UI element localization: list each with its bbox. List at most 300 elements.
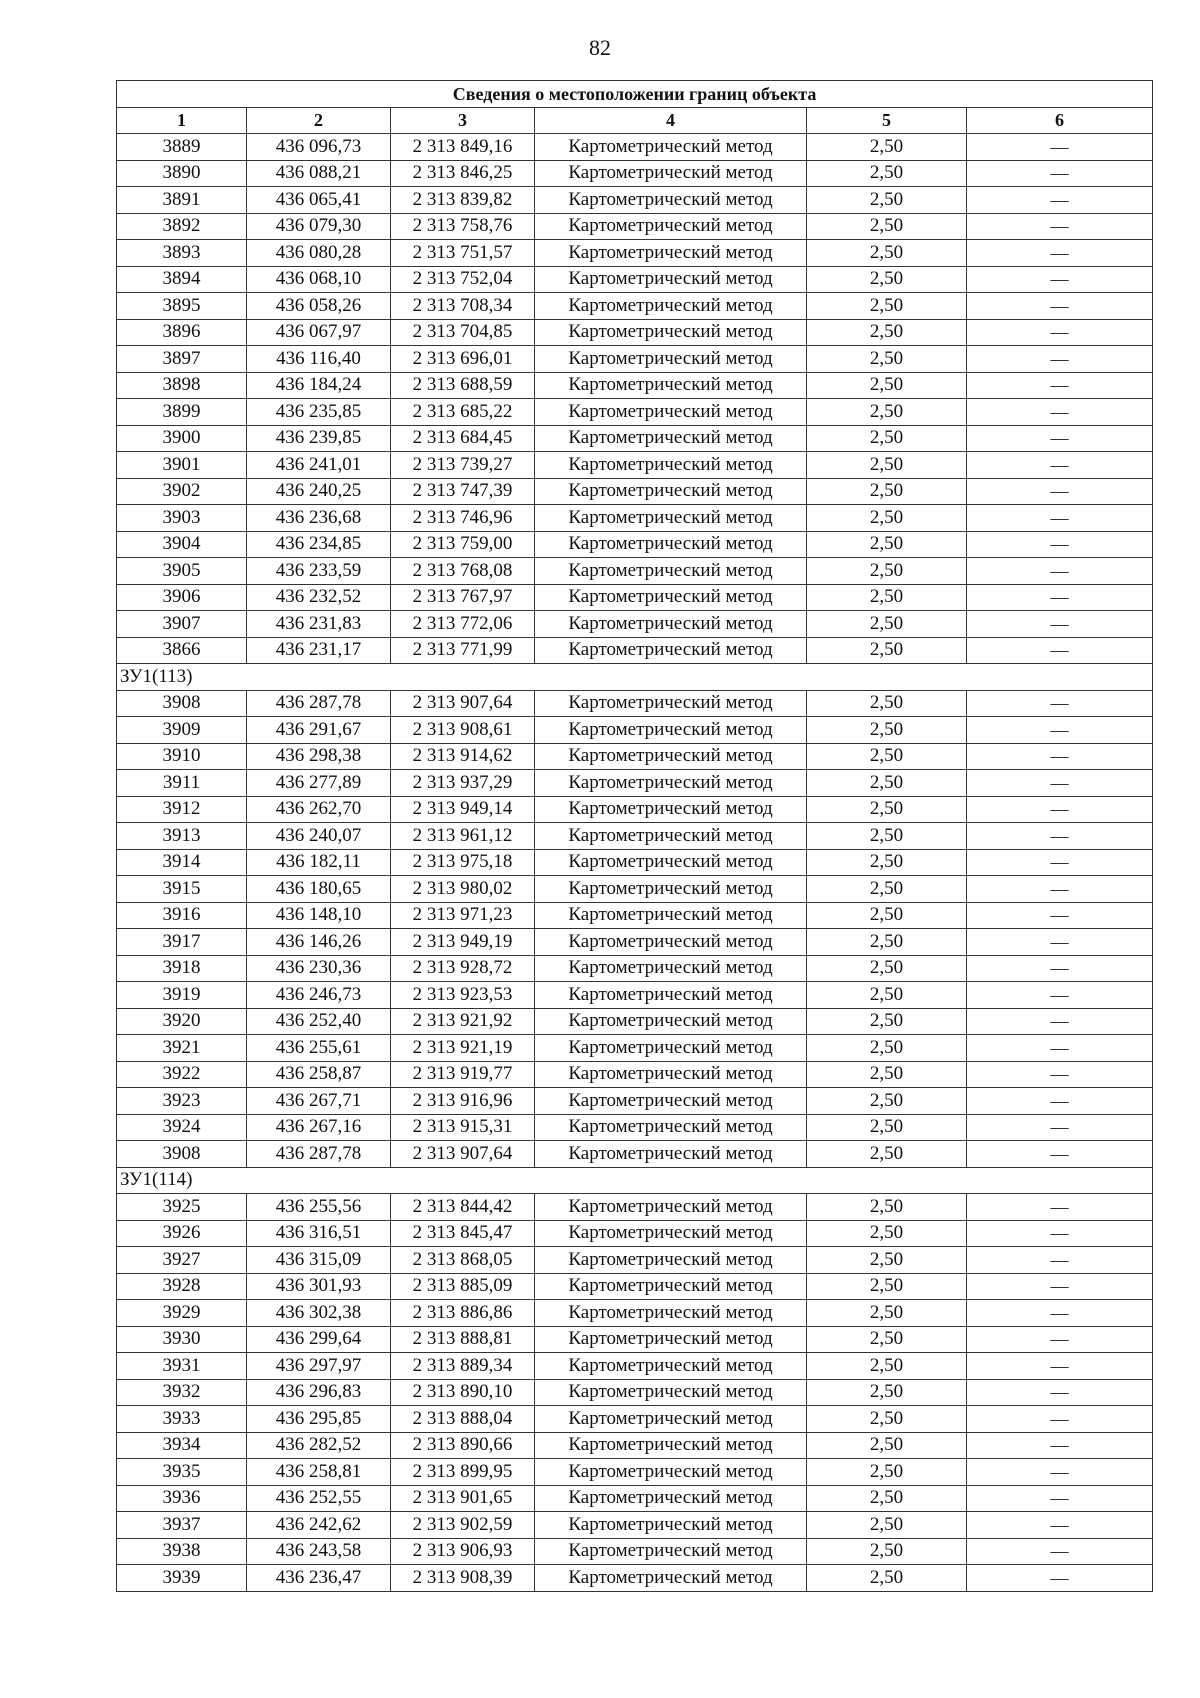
table-row bbox=[117, 293, 1153, 320]
y-coordinate-cell: 2 313 908,61 bbox=[391, 717, 535, 744]
y-coordinate-cell: 2 313 889,34 bbox=[391, 1353, 535, 1380]
section-row bbox=[117, 1167, 1153, 1194]
table-row bbox=[117, 1088, 1153, 1115]
accuracy-cell: 2,50 bbox=[807, 1326, 967, 1353]
method-cell: Картометрический метод bbox=[535, 1432, 807, 1459]
point-number-cell: 3908 bbox=[117, 1141, 247, 1168]
table-row bbox=[117, 399, 1153, 426]
x-coordinate-cell: 436 252,55 bbox=[247, 1485, 391, 1512]
method-cell: Картометрический метод bbox=[535, 1114, 807, 1141]
method-cell: Картометрический метод bbox=[535, 717, 807, 744]
x-coordinate-cell: 436 182,11 bbox=[247, 849, 391, 876]
method-cell: Картометрический метод bbox=[535, 1061, 807, 1088]
point-number-cell: 3918 bbox=[117, 955, 247, 982]
table-row bbox=[117, 558, 1153, 585]
accuracy-cell: 2,50 bbox=[807, 584, 967, 611]
note-cell: — bbox=[967, 1035, 1153, 1062]
y-coordinate-cell: 2 313 752,04 bbox=[391, 266, 535, 293]
method-cell: Картометрический метод bbox=[535, 319, 807, 346]
table-row bbox=[117, 213, 1153, 240]
point-number-cell: 3910 bbox=[117, 743, 247, 770]
point-number-cell: 3907 bbox=[117, 611, 247, 638]
table-row bbox=[117, 637, 1153, 664]
note-cell: — bbox=[967, 1538, 1153, 1565]
accuracy-cell: 2,50 bbox=[807, 1114, 967, 1141]
accuracy-cell: 2,50 bbox=[807, 1406, 967, 1433]
method-cell: Картометрический метод bbox=[535, 743, 807, 770]
method-cell: Картометрический метод bbox=[535, 1512, 807, 1539]
accuracy-cell: 2,50 bbox=[807, 425, 967, 452]
y-coordinate-cell: 2 313 980,02 bbox=[391, 876, 535, 903]
column-header: 4 bbox=[535, 107, 807, 134]
method-cell: Картометрический метод bbox=[535, 849, 807, 876]
point-number-cell: 3915 bbox=[117, 876, 247, 903]
note-cell: — bbox=[967, 717, 1153, 744]
table-row bbox=[117, 770, 1153, 797]
note-cell: — bbox=[967, 1114, 1153, 1141]
accuracy-cell: 2,50 bbox=[807, 319, 967, 346]
method-cell: Картометрический метод bbox=[535, 1353, 807, 1380]
method-cell: Картометрический метод bbox=[535, 531, 807, 558]
accuracy-cell: 2,50 bbox=[807, 213, 967, 240]
table-row bbox=[117, 478, 1153, 505]
point-number-cell: 3938 bbox=[117, 1538, 247, 1565]
accuracy-cell: 2,50 bbox=[807, 1565, 967, 1592]
table-title: Сведения о местоположении границ объекта bbox=[117, 81, 1153, 108]
y-coordinate-cell: 2 313 902,59 bbox=[391, 1512, 535, 1539]
note-cell: — bbox=[967, 1379, 1153, 1406]
x-coordinate-cell: 436 267,16 bbox=[247, 1114, 391, 1141]
point-number-cell: 3914 bbox=[117, 849, 247, 876]
x-coordinate-cell: 436 262,70 bbox=[247, 796, 391, 823]
point-number-cell: 3924 bbox=[117, 1114, 247, 1141]
note-cell: — bbox=[967, 849, 1153, 876]
accuracy-cell: 2,50 bbox=[807, 1353, 967, 1380]
accuracy-cell: 2,50 bbox=[807, 1061, 967, 1088]
note-cell: — bbox=[967, 187, 1153, 214]
point-number-cell: 3889 bbox=[117, 134, 247, 161]
y-coordinate-cell: 2 313 914,62 bbox=[391, 743, 535, 770]
x-coordinate-cell: 436 258,81 bbox=[247, 1459, 391, 1486]
note-cell: — bbox=[967, 1220, 1153, 1247]
note-cell: — bbox=[967, 1512, 1153, 1539]
table-row bbox=[117, 823, 1153, 850]
note-cell: — bbox=[967, 1247, 1153, 1274]
table-row bbox=[117, 1273, 1153, 1300]
method-cell: Картометрический метод bbox=[535, 1035, 807, 1062]
method-cell: Картометрический метод bbox=[535, 372, 807, 399]
y-coordinate-cell: 2 313 916,96 bbox=[391, 1088, 535, 1115]
point-number-cell: 3916 bbox=[117, 902, 247, 929]
accuracy-cell: 2,50 bbox=[807, 1485, 967, 1512]
table-row bbox=[117, 1300, 1153, 1327]
y-coordinate-cell: 2 313 685,22 bbox=[391, 399, 535, 426]
note-cell: — bbox=[967, 1565, 1153, 1592]
note-cell: — bbox=[967, 425, 1153, 452]
y-coordinate-cell: 2 313 907,64 bbox=[391, 690, 535, 717]
table-row bbox=[117, 452, 1153, 479]
column-header: 5 bbox=[807, 107, 967, 134]
y-coordinate-cell: 2 313 906,93 bbox=[391, 1538, 535, 1565]
point-number-cell: 3937 bbox=[117, 1512, 247, 1539]
table-row bbox=[117, 425, 1153, 452]
x-coordinate-cell: 436 277,89 bbox=[247, 770, 391, 797]
accuracy-cell: 2,50 bbox=[807, 558, 967, 585]
table-row bbox=[117, 1247, 1153, 1274]
method-cell: Картометрический метод bbox=[535, 1326, 807, 1353]
table-row bbox=[117, 505, 1153, 532]
y-coordinate-cell: 2 313 949,19 bbox=[391, 929, 535, 956]
y-coordinate-cell: 2 313 704,85 bbox=[391, 319, 535, 346]
y-coordinate-cell: 2 313 915,31 bbox=[391, 1114, 535, 1141]
method-cell: Картометрический метод bbox=[535, 584, 807, 611]
method-cell: Картометрический метод bbox=[535, 160, 807, 187]
note-cell: — bbox=[967, 929, 1153, 956]
y-coordinate-cell: 2 313 907,64 bbox=[391, 1141, 535, 1168]
point-number-cell: 3929 bbox=[117, 1300, 247, 1327]
table-row bbox=[117, 929, 1153, 956]
x-coordinate-cell: 436 252,40 bbox=[247, 1008, 391, 1035]
section-label: ЗУ1(114) bbox=[117, 1167, 1153, 1194]
table-row bbox=[117, 796, 1153, 823]
table-row bbox=[117, 346, 1153, 373]
point-number-cell: 3900 bbox=[117, 425, 247, 452]
method-cell: Картометрический метод bbox=[535, 425, 807, 452]
method-cell: Картометрический метод bbox=[535, 399, 807, 426]
y-coordinate-cell: 2 313 746,96 bbox=[391, 505, 535, 532]
accuracy-cell: 2,50 bbox=[807, 796, 967, 823]
accuracy-cell: 2,50 bbox=[807, 1300, 967, 1327]
point-number-cell: 3930 bbox=[117, 1326, 247, 1353]
x-coordinate-cell: 436 298,38 bbox=[247, 743, 391, 770]
x-coordinate-cell: 436 243,58 bbox=[247, 1538, 391, 1565]
note-cell: — bbox=[967, 982, 1153, 1009]
y-coordinate-cell: 2 313 696,01 bbox=[391, 346, 535, 373]
point-number-cell: 3939 bbox=[117, 1565, 247, 1592]
x-coordinate-cell: 436 287,78 bbox=[247, 1141, 391, 1168]
y-coordinate-cell: 2 313 739,27 bbox=[391, 452, 535, 479]
accuracy-cell: 2,50 bbox=[807, 955, 967, 982]
x-coordinate-cell: 436 232,52 bbox=[247, 584, 391, 611]
point-number-cell: 3927 bbox=[117, 1247, 247, 1274]
y-coordinate-cell: 2 313 845,47 bbox=[391, 1220, 535, 1247]
x-coordinate-cell: 436 088,21 bbox=[247, 160, 391, 187]
accuracy-cell: 2,50 bbox=[807, 717, 967, 744]
point-number-cell: 3920 bbox=[117, 1008, 247, 1035]
point-number-cell: 3893 bbox=[117, 240, 247, 267]
accuracy-cell: 2,50 bbox=[807, 266, 967, 293]
x-coordinate-cell: 436 267,71 bbox=[247, 1088, 391, 1115]
x-coordinate-cell: 436 235,85 bbox=[247, 399, 391, 426]
section-row bbox=[117, 664, 1153, 691]
y-coordinate-cell: 2 313 890,10 bbox=[391, 1379, 535, 1406]
table-row bbox=[117, 1459, 1153, 1486]
accuracy-cell: 2,50 bbox=[807, 134, 967, 161]
y-coordinate-cell: 2 313 928,72 bbox=[391, 955, 535, 982]
point-number-cell: 3923 bbox=[117, 1088, 247, 1115]
x-coordinate-cell: 436 242,62 bbox=[247, 1512, 391, 1539]
table-row bbox=[117, 1061, 1153, 1088]
note-cell: — bbox=[967, 1088, 1153, 1115]
table-row bbox=[117, 240, 1153, 267]
accuracy-cell: 2,50 bbox=[807, 452, 967, 479]
y-coordinate-cell: 2 313 708,34 bbox=[391, 293, 535, 320]
point-number-cell: 3892 bbox=[117, 213, 247, 240]
x-coordinate-cell: 436 282,52 bbox=[247, 1432, 391, 1459]
method-cell: Картометрический метод bbox=[535, 505, 807, 532]
x-coordinate-cell: 436 302,38 bbox=[247, 1300, 391, 1327]
y-coordinate-cell: 2 313 767,97 bbox=[391, 584, 535, 611]
point-number-cell: 3926 bbox=[117, 1220, 247, 1247]
y-coordinate-cell: 2 313 747,39 bbox=[391, 478, 535, 505]
point-number-cell: 3913 bbox=[117, 823, 247, 850]
note-cell: — bbox=[967, 1141, 1153, 1168]
y-coordinate-cell: 2 313 688,59 bbox=[391, 372, 535, 399]
point-number-cell: 3932 bbox=[117, 1379, 247, 1406]
x-coordinate-cell: 436 079,30 bbox=[247, 213, 391, 240]
y-coordinate-cell: 2 313 971,23 bbox=[391, 902, 535, 929]
table-row bbox=[117, 849, 1153, 876]
point-number-cell: 3935 bbox=[117, 1459, 247, 1486]
point-number-cell: 3909 bbox=[117, 717, 247, 744]
note-cell: — bbox=[967, 584, 1153, 611]
y-coordinate-cell: 2 313 758,76 bbox=[391, 213, 535, 240]
accuracy-cell: 2,50 bbox=[807, 1512, 967, 1539]
table-row bbox=[117, 982, 1153, 1009]
note-cell: — bbox=[967, 1061, 1153, 1088]
table-row bbox=[117, 1008, 1153, 1035]
note-cell: — bbox=[967, 1300, 1153, 1327]
x-coordinate-cell: 436 297,97 bbox=[247, 1353, 391, 1380]
x-coordinate-cell: 436 067,97 bbox=[247, 319, 391, 346]
accuracy-cell: 2,50 bbox=[807, 160, 967, 187]
accuracy-cell: 2,50 bbox=[807, 1088, 967, 1115]
method-cell: Картометрический метод bbox=[535, 1141, 807, 1168]
y-coordinate-cell: 2 313 921,19 bbox=[391, 1035, 535, 1062]
table-row bbox=[117, 1379, 1153, 1406]
table-row bbox=[117, 611, 1153, 638]
accuracy-cell: 2,50 bbox=[807, 293, 967, 320]
method-cell: Картометрический метод bbox=[535, 452, 807, 479]
method-cell: Картометрический метод bbox=[535, 1565, 807, 1592]
accuracy-cell: 2,50 bbox=[807, 240, 967, 267]
table-row bbox=[117, 1220, 1153, 1247]
method-cell: Картометрический метод bbox=[535, 1300, 807, 1327]
table-row bbox=[117, 1035, 1153, 1062]
point-number-cell: 3931 bbox=[117, 1353, 247, 1380]
y-coordinate-cell: 2 313 844,42 bbox=[391, 1194, 535, 1221]
note-cell: — bbox=[967, 399, 1153, 426]
column-header: 6 bbox=[967, 107, 1153, 134]
table-row bbox=[117, 1538, 1153, 1565]
method-cell: Картометрический метод bbox=[535, 823, 807, 850]
point-number-cell: 3934 bbox=[117, 1432, 247, 1459]
accuracy-cell: 2,50 bbox=[807, 690, 967, 717]
x-coordinate-cell: 436 236,47 bbox=[247, 1565, 391, 1592]
x-coordinate-cell: 436 255,56 bbox=[247, 1194, 391, 1221]
x-coordinate-cell: 436 146,26 bbox=[247, 929, 391, 956]
y-coordinate-cell: 2 313 888,04 bbox=[391, 1406, 535, 1433]
accuracy-cell: 2,50 bbox=[807, 346, 967, 373]
method-cell: Картометрический метод bbox=[535, 240, 807, 267]
y-coordinate-cell: 2 313 975,18 bbox=[391, 849, 535, 876]
page-number: 82 bbox=[589, 35, 611, 60]
note-cell: — bbox=[967, 1326, 1153, 1353]
y-coordinate-cell: 2 313 849,16 bbox=[391, 134, 535, 161]
point-number-cell: 3921 bbox=[117, 1035, 247, 1062]
note-cell: — bbox=[967, 955, 1153, 982]
note-cell: — bbox=[967, 902, 1153, 929]
accuracy-cell: 2,50 bbox=[807, 531, 967, 558]
table-title-row bbox=[117, 81, 1153, 108]
y-coordinate-cell: 2 313 923,53 bbox=[391, 982, 535, 1009]
table-row bbox=[117, 717, 1153, 744]
note-cell: — bbox=[967, 240, 1153, 267]
table-row bbox=[117, 319, 1153, 346]
point-number-cell: 3898 bbox=[117, 372, 247, 399]
note-cell: — bbox=[967, 637, 1153, 664]
accuracy-cell: 2,50 bbox=[807, 1008, 967, 1035]
y-coordinate-cell: 2 313 937,29 bbox=[391, 770, 535, 797]
boundary-table bbox=[116, 80, 1153, 1592]
accuracy-cell: 2,50 bbox=[807, 1194, 967, 1221]
accuracy-cell: 2,50 bbox=[807, 1220, 967, 1247]
note-cell: — bbox=[967, 134, 1153, 161]
table-row bbox=[117, 1406, 1153, 1433]
x-coordinate-cell: 436 184,24 bbox=[247, 372, 391, 399]
method-cell: Картометрический метод bbox=[535, 266, 807, 293]
x-coordinate-cell: 436 287,78 bbox=[247, 690, 391, 717]
table-row bbox=[117, 584, 1153, 611]
note-cell: — bbox=[967, 1353, 1153, 1380]
method-cell: Картометрический метод bbox=[535, 134, 807, 161]
accuracy-cell: 2,50 bbox=[807, 1538, 967, 1565]
table-row bbox=[117, 187, 1153, 214]
y-coordinate-cell: 2 313 888,81 bbox=[391, 1326, 535, 1353]
x-coordinate-cell: 436 296,83 bbox=[247, 1379, 391, 1406]
method-cell: Картометрический метод bbox=[535, 213, 807, 240]
method-cell: Картометрический метод bbox=[535, 611, 807, 638]
x-coordinate-cell: 436 255,61 bbox=[247, 1035, 391, 1062]
x-coordinate-cell: 436 233,59 bbox=[247, 558, 391, 585]
section-label: ЗУ1(113) bbox=[117, 664, 1153, 691]
note-cell: — bbox=[967, 346, 1153, 373]
accuracy-cell: 2,50 bbox=[807, 637, 967, 664]
accuracy-cell: 2,50 bbox=[807, 770, 967, 797]
point-number-cell: 3928 bbox=[117, 1273, 247, 1300]
note-cell: — bbox=[967, 478, 1153, 505]
point-number-cell: 3897 bbox=[117, 346, 247, 373]
method-cell: Картометрический метод bbox=[535, 1088, 807, 1115]
note-cell: — bbox=[967, 1273, 1153, 1300]
method-cell: Картометрический метод bbox=[535, 876, 807, 903]
note-cell: — bbox=[967, 372, 1153, 399]
x-coordinate-cell: 436 240,07 bbox=[247, 823, 391, 850]
point-number-cell: 3896 bbox=[117, 319, 247, 346]
y-coordinate-cell: 2 313 759,00 bbox=[391, 531, 535, 558]
table-row bbox=[117, 372, 1153, 399]
y-coordinate-cell: 2 313 839,82 bbox=[391, 187, 535, 214]
method-cell: Картометрический метод bbox=[535, 1220, 807, 1247]
method-cell: Картометрический метод bbox=[535, 1273, 807, 1300]
y-coordinate-cell: 2 313 771,99 bbox=[391, 637, 535, 664]
note-cell: — bbox=[967, 876, 1153, 903]
method-cell: Картометрический метод bbox=[535, 637, 807, 664]
table-row bbox=[117, 902, 1153, 929]
note-cell: — bbox=[967, 160, 1153, 187]
point-number-cell: 3905 bbox=[117, 558, 247, 585]
table-row bbox=[117, 1353, 1153, 1380]
y-coordinate-cell: 2 313 684,45 bbox=[391, 425, 535, 452]
method-cell: Картометрический метод bbox=[535, 1008, 807, 1035]
table-row bbox=[117, 266, 1153, 293]
accuracy-cell: 2,50 bbox=[807, 372, 967, 399]
y-coordinate-cell: 2 313 899,95 bbox=[391, 1459, 535, 1486]
point-number-cell: 3933 bbox=[117, 1406, 247, 1433]
x-coordinate-cell: 436 239,85 bbox=[247, 425, 391, 452]
y-coordinate-cell: 2 313 919,77 bbox=[391, 1061, 535, 1088]
accuracy-cell: 2,50 bbox=[807, 929, 967, 956]
accuracy-cell: 2,50 bbox=[807, 1035, 967, 1062]
note-cell: — bbox=[967, 690, 1153, 717]
table-row bbox=[117, 1565, 1153, 1592]
method-cell: Картометрический метод bbox=[535, 770, 807, 797]
method-cell: Картометрический метод bbox=[535, 346, 807, 373]
y-coordinate-cell: 2 313 921,92 bbox=[391, 1008, 535, 1035]
method-cell: Картометрический метод bbox=[535, 1459, 807, 1486]
accuracy-cell: 2,50 bbox=[807, 982, 967, 1009]
note-cell: — bbox=[967, 452, 1153, 479]
y-coordinate-cell: 2 313 846,25 bbox=[391, 160, 535, 187]
x-coordinate-cell: 436 096,73 bbox=[247, 134, 391, 161]
accuracy-cell: 2,50 bbox=[807, 902, 967, 929]
table-row bbox=[117, 1194, 1153, 1221]
point-number-cell: 3925 bbox=[117, 1194, 247, 1221]
point-number-cell: 3902 bbox=[117, 478, 247, 505]
x-coordinate-cell: 436 180,65 bbox=[247, 876, 391, 903]
method-cell: Картометрический метод bbox=[535, 690, 807, 717]
table-row bbox=[117, 1326, 1153, 1353]
note-cell: — bbox=[967, 1432, 1153, 1459]
point-number-cell: 3903 bbox=[117, 505, 247, 532]
table-row bbox=[117, 160, 1153, 187]
x-coordinate-cell: 436 240,25 bbox=[247, 478, 391, 505]
x-coordinate-cell: 436 080,28 bbox=[247, 240, 391, 267]
point-number-cell: 3919 bbox=[117, 982, 247, 1009]
method-cell: Картометрический метод bbox=[535, 955, 807, 982]
x-coordinate-cell: 436 315,09 bbox=[247, 1247, 391, 1274]
x-coordinate-cell: 436 065,41 bbox=[247, 187, 391, 214]
y-coordinate-cell: 2 313 908,39 bbox=[391, 1565, 535, 1592]
y-coordinate-cell: 2 313 901,65 bbox=[391, 1485, 535, 1512]
table-row bbox=[117, 1432, 1153, 1459]
note-cell: — bbox=[967, 1406, 1153, 1433]
method-cell: Картометрический метод bbox=[535, 1538, 807, 1565]
method-cell: Картометрический метод bbox=[535, 187, 807, 214]
point-number-cell: 3922 bbox=[117, 1061, 247, 1088]
x-coordinate-cell: 436 116,40 bbox=[247, 346, 391, 373]
x-coordinate-cell: 436 316,51 bbox=[247, 1220, 391, 1247]
point-number-cell: 3901 bbox=[117, 452, 247, 479]
note-cell: — bbox=[967, 505, 1153, 532]
note-cell: — bbox=[967, 558, 1153, 585]
note-cell: — bbox=[967, 1008, 1153, 1035]
x-coordinate-cell: 436 299,64 bbox=[247, 1326, 391, 1353]
x-coordinate-cell: 436 246,73 bbox=[247, 982, 391, 1009]
accuracy-cell: 2,50 bbox=[807, 399, 967, 426]
x-coordinate-cell: 436 236,68 bbox=[247, 505, 391, 532]
accuracy-cell: 2,50 bbox=[807, 823, 967, 850]
